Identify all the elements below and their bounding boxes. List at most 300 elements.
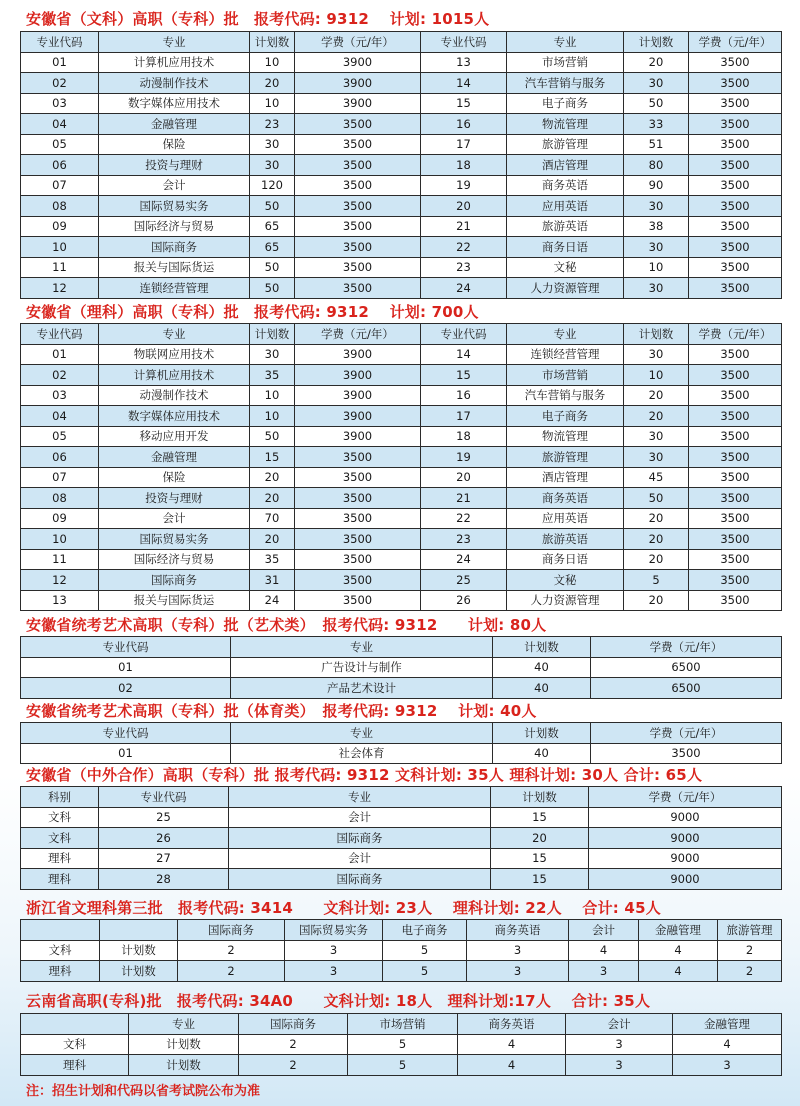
table-cell: 3500 bbox=[689, 529, 782, 550]
table-cell: 市场营销 bbox=[507, 52, 624, 73]
table-cell: 5 bbox=[383, 940, 467, 961]
table-cell: 9000 bbox=[589, 869, 782, 890]
table-cell: 15 bbox=[250, 447, 295, 468]
table-cell: 02 bbox=[21, 678, 231, 699]
table-cell: 6500 bbox=[591, 678, 782, 699]
table-cell: 17 bbox=[421, 406, 507, 427]
table-row bbox=[21, 278, 782, 299]
table-row bbox=[21, 237, 782, 258]
table-cell: 80 bbox=[624, 155, 689, 176]
header-cell: 学费（元/年） bbox=[295, 32, 421, 53]
table-cell: 物联网应用技术 bbox=[99, 344, 250, 365]
table-cell: 文科 bbox=[21, 807, 99, 828]
table-row bbox=[21, 1034, 782, 1055]
table-row bbox=[21, 155, 782, 176]
table-cell: 3500 bbox=[689, 175, 782, 196]
table-cell: 保险 bbox=[99, 134, 250, 155]
table-cell: 商务日语 bbox=[507, 549, 624, 570]
table-cell: 30 bbox=[624, 278, 689, 299]
table-cell: 国际商务 bbox=[99, 237, 250, 258]
table-cell: 物流管理 bbox=[507, 114, 624, 135]
table-cell: 21 bbox=[421, 488, 507, 509]
table-cell: 应用英语 bbox=[507, 508, 624, 529]
table-cell: 投资与理财 bbox=[99, 488, 250, 509]
table-anhui-arts bbox=[20, 31, 782, 299]
table-zhejiang bbox=[20, 919, 782, 982]
table-cell: 旅游英语 bbox=[507, 216, 624, 237]
table-cell: 5 bbox=[348, 1055, 458, 1076]
header-cell: 专业代码 bbox=[99, 787, 229, 808]
table-cell: 04 bbox=[21, 406, 99, 427]
table-cell: 20 bbox=[624, 590, 689, 611]
table-cell: 人力资源管理 bbox=[507, 278, 624, 299]
table-cell: 50 bbox=[250, 278, 295, 299]
table-cell: 3500 bbox=[295, 488, 421, 509]
table-cell: 15 bbox=[491, 807, 589, 828]
section-title-zhejiang: 浙江省文理科第三批 报考代码: 3414 文科计划: 23人 理科计划: 22人 合计: 45人 bbox=[26, 899, 661, 917]
header-cell: 金融管理 bbox=[639, 920, 718, 941]
table-row bbox=[21, 678, 782, 699]
table-cell: 04 bbox=[21, 114, 99, 135]
table-cell: 01 bbox=[21, 52, 99, 73]
table-row bbox=[21, 570, 782, 591]
table-cell: 3500 bbox=[689, 73, 782, 94]
table-header-row bbox=[21, 920, 782, 941]
table-cell: 电子商务 bbox=[507, 93, 624, 114]
table-cell: 3500 bbox=[295, 590, 421, 611]
header-cell: 专业 bbox=[99, 32, 250, 53]
table-cell: 40 bbox=[493, 743, 591, 764]
table-cell: 9000 bbox=[589, 807, 782, 828]
table-cell: 产品艺术设计 bbox=[231, 678, 493, 699]
table-cell: 商务日语 bbox=[507, 237, 624, 258]
table-row bbox=[21, 869, 782, 890]
table-row bbox=[21, 216, 782, 237]
table-cell: 3500 bbox=[295, 257, 421, 278]
table-cell: 计划数 bbox=[100, 940, 178, 961]
table-row bbox=[21, 52, 782, 73]
table-cell: 15 bbox=[421, 93, 507, 114]
table-cell: 国际商务 bbox=[99, 570, 250, 591]
table-cell: 18 bbox=[421, 155, 507, 176]
table-row bbox=[21, 93, 782, 114]
header-cell: 科别 bbox=[21, 787, 99, 808]
table-cell: 旅游管理 bbox=[507, 447, 624, 468]
table-row bbox=[21, 447, 782, 468]
table-cell: 13 bbox=[421, 52, 507, 73]
table-cell: 会计 bbox=[229, 807, 491, 828]
table-cell: 理科 bbox=[21, 869, 99, 890]
table-cell: 23 bbox=[421, 529, 507, 550]
header-cell: 专业代码 bbox=[21, 324, 99, 345]
table-cell: 国际商务 bbox=[229, 869, 491, 890]
table-cell: 3500 bbox=[689, 52, 782, 73]
header-cell bbox=[21, 920, 100, 941]
table-cell: 06 bbox=[21, 155, 99, 176]
header-cell: 学费（元/年） bbox=[591, 637, 782, 658]
table-cell: 20 bbox=[491, 828, 589, 849]
table-cell: 国际经济与贸易 bbox=[99, 549, 250, 570]
table-cell: 电子商务 bbox=[507, 406, 624, 427]
table-cell: 3500 bbox=[295, 196, 421, 217]
table-cell: 18 bbox=[421, 426, 507, 447]
table-cell: 120 bbox=[250, 175, 295, 196]
table-cell: 人力资源管理 bbox=[507, 590, 624, 611]
header-cell: 专业 bbox=[507, 324, 624, 345]
table-row bbox=[21, 426, 782, 447]
table-cell: 3 bbox=[285, 940, 383, 961]
header-cell: 专业代码 bbox=[21, 723, 231, 744]
table-cell: 文科 bbox=[21, 828, 99, 849]
table-cell: 3500 bbox=[295, 447, 421, 468]
table-cell: 连锁经营管理 bbox=[507, 344, 624, 365]
header-cell: 电子商务 bbox=[383, 920, 467, 941]
table-cell: 汽车营销与服务 bbox=[507, 73, 624, 94]
table-cell: 移动应用开发 bbox=[99, 426, 250, 447]
header-cell: 市场营销 bbox=[348, 1014, 458, 1035]
table-cell: 30 bbox=[624, 447, 689, 468]
table-cell: 3500 bbox=[689, 257, 782, 278]
table-cell: 10 bbox=[624, 257, 689, 278]
header-cell: 计划数 bbox=[493, 637, 591, 658]
table-cell: 30 bbox=[624, 237, 689, 258]
table-cell: 45 bbox=[624, 467, 689, 488]
table-cell: 10 bbox=[624, 365, 689, 386]
table-cell: 30 bbox=[250, 134, 295, 155]
table-cell: 11 bbox=[21, 257, 99, 278]
table-cell: 26 bbox=[99, 828, 229, 849]
table-cell: 动漫制作技术 bbox=[99, 73, 250, 94]
table-row bbox=[21, 134, 782, 155]
table-cell: 3500 bbox=[689, 590, 782, 611]
table-art-class bbox=[20, 636, 782, 699]
header-cell: 学费（元/年） bbox=[591, 723, 782, 744]
table-cell: 3900 bbox=[295, 93, 421, 114]
table-row bbox=[21, 940, 782, 961]
header-cell: 金融管理 bbox=[673, 1014, 782, 1035]
header-cell: 专业 bbox=[129, 1014, 239, 1035]
table-cell: 计划数 bbox=[129, 1034, 239, 1055]
table-cell: 51 bbox=[624, 134, 689, 155]
section-title-art-class: 安徽省统考艺术高职（专科）批（艺术类） 报考代码: 9312 计划: 80人 bbox=[26, 616, 547, 634]
table-header-row bbox=[21, 32, 782, 53]
table-cell: 3500 bbox=[689, 344, 782, 365]
table-cell: 50 bbox=[624, 488, 689, 509]
header-cell: 专业 bbox=[507, 32, 624, 53]
table-row bbox=[21, 807, 782, 828]
table-cell: 计算机应用技术 bbox=[99, 52, 250, 73]
table-cell: 市场营销 bbox=[507, 365, 624, 386]
table-cell: 12 bbox=[21, 278, 99, 299]
table-cell: 文科 bbox=[21, 1034, 129, 1055]
table-cell: 3500 bbox=[689, 134, 782, 155]
table-row bbox=[21, 1055, 782, 1076]
table-cell: 动漫制作技术 bbox=[99, 385, 250, 406]
table-cell: 50 bbox=[250, 426, 295, 447]
table-cell: 40 bbox=[493, 678, 591, 699]
table-header-row bbox=[21, 787, 782, 808]
table-cell: 3500 bbox=[295, 508, 421, 529]
table-anhui-science bbox=[20, 323, 782, 611]
table-cell: 3 bbox=[673, 1055, 782, 1076]
header-cell: 专业 bbox=[99, 324, 250, 345]
header-cell: 计划数 bbox=[624, 324, 689, 345]
table-cell: 3500 bbox=[295, 529, 421, 550]
table-row bbox=[21, 365, 782, 386]
table-row bbox=[21, 406, 782, 427]
header-cell: 计划数 bbox=[491, 787, 589, 808]
header-cell: 学费（元/年） bbox=[589, 787, 782, 808]
table-cell: 30 bbox=[624, 344, 689, 365]
table-cell: 20 bbox=[250, 73, 295, 94]
table-cell: 6500 bbox=[591, 657, 782, 678]
table-cell: 20 bbox=[250, 529, 295, 550]
table-cell: 15 bbox=[491, 869, 589, 890]
table-cell: 3500 bbox=[295, 114, 421, 135]
table-cell: 05 bbox=[21, 134, 99, 155]
table-cell: 01 bbox=[21, 344, 99, 365]
table-cell: 4 bbox=[569, 940, 639, 961]
header-cell: 学费（元/年） bbox=[689, 324, 782, 345]
table-row bbox=[21, 257, 782, 278]
table-cell: 3500 bbox=[295, 175, 421, 196]
table-cell: 2 bbox=[239, 1055, 348, 1076]
table-cell: 14 bbox=[421, 344, 507, 365]
table-cell: 12 bbox=[21, 570, 99, 591]
header-cell: 计划数 bbox=[250, 32, 295, 53]
table-cell: 14 bbox=[421, 73, 507, 94]
table-cell: 文秘 bbox=[507, 257, 624, 278]
table-cell: 07 bbox=[21, 175, 99, 196]
table-cell: 2 bbox=[718, 940, 782, 961]
table-cell: 20 bbox=[624, 529, 689, 550]
table-cell: 20 bbox=[624, 549, 689, 570]
table-cell: 国际商务 bbox=[229, 828, 491, 849]
table-cell: 15 bbox=[491, 848, 589, 869]
table-cell: 07 bbox=[21, 467, 99, 488]
table-cell: 24 bbox=[250, 590, 295, 611]
table-cell: 24 bbox=[421, 549, 507, 570]
table-row bbox=[21, 743, 782, 764]
table-row bbox=[21, 344, 782, 365]
header-cell: 国际贸易实务 bbox=[285, 920, 383, 941]
table-cell: 70 bbox=[250, 508, 295, 529]
table-cell: 理科 bbox=[21, 848, 99, 869]
table-cell: 30 bbox=[624, 196, 689, 217]
table-row bbox=[21, 73, 782, 94]
table-cell: 30 bbox=[624, 426, 689, 447]
header-cell: 学费（元/年） bbox=[295, 324, 421, 345]
table-cell: 03 bbox=[21, 385, 99, 406]
table-cell: 20 bbox=[421, 196, 507, 217]
table-cell: 3 bbox=[467, 961, 569, 982]
table-cell: 02 bbox=[21, 73, 99, 94]
table-cell: 3500 bbox=[689, 237, 782, 258]
table-cell: 计算机应用技术 bbox=[99, 365, 250, 386]
table-cell: 65 bbox=[250, 237, 295, 258]
table-cell: 3500 bbox=[689, 406, 782, 427]
table-cell: 16 bbox=[421, 385, 507, 406]
table-cell: 报关与国际货运 bbox=[99, 257, 250, 278]
table-cell: 酒店管理 bbox=[507, 467, 624, 488]
table-cell: 25 bbox=[421, 570, 507, 591]
table-cell: 旅游管理 bbox=[507, 134, 624, 155]
table-cell: 9000 bbox=[589, 828, 782, 849]
table-cell: 35 bbox=[250, 549, 295, 570]
table-cell: 06 bbox=[21, 447, 99, 468]
table-cell: 33 bbox=[624, 114, 689, 135]
table-cell: 50 bbox=[250, 257, 295, 278]
table-cell: 汽车营销与服务 bbox=[507, 385, 624, 406]
table-cell: 连锁经营管理 bbox=[99, 278, 250, 299]
table-cell: 5 bbox=[348, 1034, 458, 1055]
header-cell: 专业代码 bbox=[21, 637, 231, 658]
table-cell: 计划数 bbox=[129, 1055, 239, 1076]
table-row bbox=[21, 175, 782, 196]
table-header-row bbox=[21, 1014, 782, 1035]
table-cell: 商务英语 bbox=[507, 175, 624, 196]
table-cell: 理科 bbox=[21, 1055, 129, 1076]
table-cell: 金融管理 bbox=[99, 114, 250, 135]
table-cell: 4 bbox=[639, 961, 718, 982]
table-cell: 40 bbox=[493, 657, 591, 678]
table-cell: 3500 bbox=[689, 278, 782, 299]
table-cell: 31 bbox=[250, 570, 295, 591]
table-cell: 数字媒体应用技术 bbox=[99, 406, 250, 427]
table-cell: 50 bbox=[624, 93, 689, 114]
table-cell: 3 bbox=[566, 1034, 673, 1055]
table-cell: 16 bbox=[421, 114, 507, 135]
table-cell: 3500 bbox=[689, 447, 782, 468]
table-cell: 10 bbox=[250, 93, 295, 114]
table-cell: 20 bbox=[421, 467, 507, 488]
table-cell: 3500 bbox=[295, 570, 421, 591]
table-cell: 01 bbox=[21, 743, 231, 764]
table-cell: 3500 bbox=[295, 278, 421, 299]
table-cell: 3500 bbox=[689, 385, 782, 406]
section-title-anhui-arts: 安徽省（文科）高职（专科）批 报考代码: 9312 计划: 1015人 bbox=[26, 10, 490, 28]
table-cell: 23 bbox=[421, 257, 507, 278]
table-row bbox=[21, 508, 782, 529]
table-cell: 05 bbox=[21, 426, 99, 447]
table-cell: 22 bbox=[421, 508, 507, 529]
header-cell: 专业代码 bbox=[421, 32, 507, 53]
table-cell: 3500 bbox=[295, 216, 421, 237]
table-cell: 国际贸易实务 bbox=[99, 196, 250, 217]
table-cell: 09 bbox=[21, 216, 99, 237]
header-cell: 专业 bbox=[231, 723, 493, 744]
table-cell: 23 bbox=[250, 114, 295, 135]
table-cell: 10 bbox=[250, 406, 295, 427]
table-cell: 38 bbox=[624, 216, 689, 237]
table-cell: 计划数 bbox=[100, 961, 178, 982]
table-cell: 3900 bbox=[295, 426, 421, 447]
table-cell: 理科 bbox=[21, 961, 100, 982]
header-cell: 专业 bbox=[231, 637, 493, 658]
table-cell: 会计 bbox=[229, 848, 491, 869]
table-cell: 3500 bbox=[689, 365, 782, 386]
table-cell: 22 bbox=[421, 237, 507, 258]
table-cell: 3900 bbox=[295, 344, 421, 365]
table-cell: 国际经济与贸易 bbox=[99, 216, 250, 237]
table-cell: 27 bbox=[99, 848, 229, 869]
header-cell: 专业 bbox=[229, 787, 491, 808]
table-cell: 11 bbox=[21, 549, 99, 570]
table-cell: 3900 bbox=[295, 385, 421, 406]
table-cell: 15 bbox=[421, 365, 507, 386]
table-cell: 5 bbox=[624, 570, 689, 591]
table-cell: 4 bbox=[458, 1034, 566, 1055]
table-cell: 50 bbox=[250, 196, 295, 217]
table-cell: 30 bbox=[250, 155, 295, 176]
table-cell: 广告设计与制作 bbox=[231, 657, 493, 678]
table-cell: 数字媒体应用技术 bbox=[99, 93, 250, 114]
table-cell: 3500 bbox=[689, 155, 782, 176]
section-title-sports-class: 安徽省统考艺术高职（专科）批（体育类） 报考代码: 9312 计划: 40人 bbox=[26, 702, 537, 720]
table-cell: 65 bbox=[250, 216, 295, 237]
table-joint-program bbox=[20, 786, 782, 890]
table-cell: 9000 bbox=[589, 848, 782, 869]
table-cell: 2 bbox=[718, 961, 782, 982]
table-row bbox=[21, 488, 782, 509]
header-cell: 专业代码 bbox=[21, 32, 99, 53]
header-cell: 商务英语 bbox=[467, 920, 569, 941]
table-cell: 3500 bbox=[295, 155, 421, 176]
table-cell: 3500 bbox=[591, 743, 782, 764]
table-cell: 文科 bbox=[21, 940, 100, 961]
header-cell: 国际商务 bbox=[178, 920, 285, 941]
table-cell: 19 bbox=[421, 175, 507, 196]
table-row bbox=[21, 467, 782, 488]
table-yunnan bbox=[20, 1013, 782, 1076]
table-cell: 2 bbox=[178, 961, 285, 982]
table-cell: 10 bbox=[21, 237, 99, 258]
table-cell: 3500 bbox=[689, 549, 782, 570]
header-cell: 计划数 bbox=[250, 324, 295, 345]
table-row bbox=[21, 549, 782, 570]
table-row bbox=[21, 848, 782, 869]
table-cell: 20 bbox=[250, 488, 295, 509]
header-cell: 国际商务 bbox=[239, 1014, 348, 1035]
table-cell: 酒店管理 bbox=[507, 155, 624, 176]
table-cell: 19 bbox=[421, 447, 507, 468]
footnote: 注：招生计划和代码以省考试院公布为准 bbox=[26, 1084, 261, 1099]
table-cell: 3 bbox=[285, 961, 383, 982]
header-cell: 旅游管理 bbox=[718, 920, 782, 941]
table-row bbox=[21, 529, 782, 550]
table-cell: 20 bbox=[250, 467, 295, 488]
table-cell: 28 bbox=[99, 869, 229, 890]
table-cell: 25 bbox=[99, 807, 229, 828]
table-cell: 应用英语 bbox=[507, 196, 624, 217]
table-cell: 10 bbox=[250, 52, 295, 73]
table-row bbox=[21, 196, 782, 217]
table-cell: 3 bbox=[569, 961, 639, 982]
table-cell: 10 bbox=[250, 385, 295, 406]
table-cell: 3500 bbox=[689, 570, 782, 591]
table-cell: 13 bbox=[21, 590, 99, 611]
table-cell: 3500 bbox=[689, 426, 782, 447]
table-cell: 3500 bbox=[689, 114, 782, 135]
table-cell: 3 bbox=[566, 1055, 673, 1076]
table-cell: 02 bbox=[21, 365, 99, 386]
table-cell: 20 bbox=[624, 385, 689, 406]
table-cell: 4 bbox=[673, 1034, 782, 1055]
table-cell: 3500 bbox=[295, 134, 421, 155]
header-cell: 商务英语 bbox=[458, 1014, 566, 1035]
table-cell: 会计 bbox=[99, 508, 250, 529]
table-cell: 社会体育 bbox=[231, 743, 493, 764]
